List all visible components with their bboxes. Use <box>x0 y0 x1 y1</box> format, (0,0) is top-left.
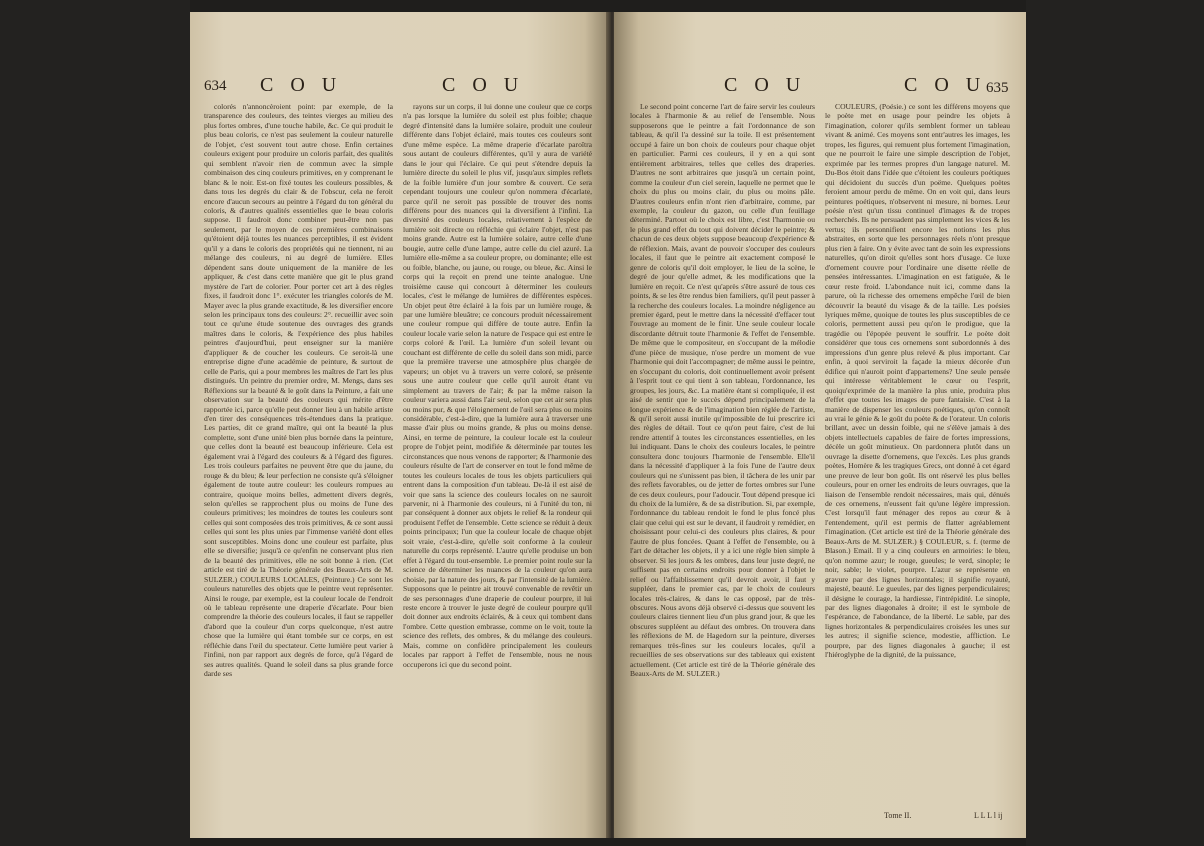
left-page-header <box>190 74 610 100</box>
right-column-1 <box>630 102 815 798</box>
signature-mark: L L L l ij <box>974 811 1003 820</box>
right-column-1-text: Le second point concerne l'art de faire servir les couleurs locales à l'harmonie & au relief de l'ensemble. Nous supposerons que le peintre a fait l'ordonnance de son tableau, & qu'il l'a dessiné sur la toile. Il est présentement occupé à faire un bon choix de couleurs pour chaque objet en particulier. Parmi ces couleurs, il y en a qui sont entièrement arbitraires, telles que celles des draperies. D'autres ne sont arbitraires que jusqu'à un certain point, comme la couleur d'un ciel serein, laquelle ne permet que le choix du plus ou moins clair, du plus ou moins pâle. D'autres couleurs enfin n'ont rien d'arbitraire, comme, par exemple, la couleur du gazon, ou celle d'un feuillage déterminé. Partout où le choix est libre, c'est l'harmonie ou le plus grand effet du tout qui doivent décider le peintre; & chacun de ces deux objets suppose beaucoup d'expérience & de réflexion. Mais, avant de pouvoir s'occuper des couleurs locales, il faut que le peintre ait exactement composé le genre de coloris qu'il doit employer, le lieu de la scène, le degré de jour qu'elle admet, & les modifications que la lumière en reçoit. Ce n'est qu'après s'être assuré de tous ces points, & se les être rendus bien familiers, qu'il peut passer à la recherche des couleurs locales. La moindre négligence au premier égard, peut le mettre dans la nécessité d'effacer tout l'ouvrage au moment de le finir. Une seule couleur locale discordante détruit toute l'harmonie & l'effet de l'ensemble. De même que le compositeur, en s'occupant de la mélodie d'une pièce de musique, n'ose perdre un moment de vue l'harmonie qui doit l'accompagner; de même aussi le peintre, en s'occupant du coloris, doit continuellement avoir présent à l'esprit tout ce qui tient à son tableau, l'ordonnance, les groupes, les jours, &c. La matière étant si compliquée, il est aisé de sentir que le succès dépend principalement de la longue expérience & de l'imagination bien réglée de l'artiste, & qu'il seroit aussi inutile qu'impossible de lui prescrire ici des règles de détail. Tout ce qu'on peut faire, c'est de lui rendre attentif à toutes les circonstances essentielles, en les lui indiquant. Dans le choix des couleurs locales, le peintre consultera donc toujours l'harmonie de l'ensemble. Elle'il dans la nécessité d'appliquer à la fois l'une de l'autre deux couleurs qui ne s'unissent pas bien, il tâchera de les unir par des reflets favorables, ou de jetter de fortes ombres sur l'une de ces deux couleurs, pour l'adoucir. Tout dépend presque ici du choix de la lumière, & de sa distribution. Si, par exemple, l'ordonnance du tableau rendoit le fond le plus foncé plus clair que celui qui est sur le devant, il faudroit y remédier, en choisissant pour celui-ci des couleurs plus claires, & pour l'autre de plus foncées. Quant à l'effet de l'ensemble, ou à l'art de détacher les objets, il y a ici une règle bien simple à observer. Si les jours & les ombres, dans leur juste degré, ne suffisent pas en certains endroits pour donner à l'objet le relief ou l'affaiblissement qu'il devroit avoir, il faut y suppléer, dans le premier cas, par le choix de couleurs locales très-claires, & dans le cas opposé, par de très-obscures. Nous avons déjà observé ci-dessus que souvent les couleurs claires tiennent lieu d'un plus grand jour, & que les obscures suppléent au défaut des ombres. On trouvera dans les réflexions de M. de Hagedorn sur la peinture, diverses remarques très-fines sur les couleurs locales, qu'il a recueillies de ses observations sur des tableaux qui existent actuellement. (Cet article est tiré de la Théorie générale des Beaux-Arts de M. SULZER.) <box>630 102 815 679</box>
background-right <box>1026 0 1204 846</box>
left-page-columns <box>204 102 592 798</box>
left-column-1-text: colorés n'annoncèroient point: par exemple, de la transparence des couleurs, des teintes vierges au milieu des plus fortes ombres, d'une touche habile, &c. Ce qui produit le plus beau coloris, ce n'est pas seulement la couleur naturelle de l'objet, c'est souvent tout autre chose. Enfin certaines couleurs exigent pour produire un coloris parfait, des qualités qui semblent n'avoir rien de commun avec la simple combinaison des cinq couleurs primitives, en y comprenant le blanc & le noir. Est-on fixé toutes les couleurs possibles, & dans tous les degrés du clair & de l'obscur, cela ne feroit encore d'aucun secours au peintre à l'égard du ton général du coloris, & d'autres qualités essentielles que le beau coloris suppose. Il faudroit donc combiner peut-être non pas seulement, par le moyen de ces premières combinaisons qu'étoient déjà toutes les nuances perceptibles, il est évident qu'il y a dans le coloris des propriétés qui ne tiennent, ni au mélange des couleurs, ni au degré de lumière. Elles dépendent sans doute uniquement de la manière de les appliquer, & c'est dans cette manière que git le plus grand mystère de l'art de colorier. Pour porter cet art à des règles fixes, il faudroit donc 1°. exécuter les triangles colorés de M. Mayer avec la plus grande exactitude, & les diversifier encore selon les principaux tons des couleurs: 2°. recueillir avec soin tout ce qu'une étude soutenue des ouvrages des grands maîtres dans le coloris, & l'expérience des plus habiles peintres d'aujourd'hui, peut enseigner sur la manière d'appliquer & de coucher les couleurs. Ce seroit-là une entreprise digne d'une académie de peinture, & surtout de celle de Paris, qui a pour membres les maîtres de l'art les plus distingués. Un peintre du premier ordre, M. Mengs, dans ses Réflexions sur la beauté & le goût dans la Peinture, a fait une observation sur la beauté des couleurs qui mérite d'être rapportée ici, parce qu'elle peut donner lieu à un habile artiste d'en tirer des conséquences très-étendues dans la pratique. Les parties, dit ce grand maître, qui ont la beauté la plus complette, sont d'une unité bien plus bornée dans la peinture, que celles dont la beauté est beaucoup inférieure. Cela est également vrai à l'égard des couleurs & à l'égard des figures. Les trois couleurs parfaites ne peuvent être que du jaune, du rouge & du bleu; & leur perfection ne consiste qu'à s'éloigner également de toute autre couleur: les couleurs rompues au contraire, quoique moins belles, admettent divers degrés, selon qu'elles se rapprochent plus ou moins de l'une des couleurs primitives; les moindres de toutes les couleurs sont celles qui sont composées des trois primitives, & ce sont aussi celles qui sont les plus unies par l'immense variété dont elles sont susceptibles. Moins donc une couleur est parfaite, plus elle se diversifie; jusqu'à ce qu'enfin ne conservant plus rien de la beauté des primitives, elle ne soit bonne à rien. (Cet article est tiré de la Théorie générale des Beaux-Arts de M. SULZER.) COULEURS LOCALES, (Peinture.) Ce sont les couleurs naturelles des objets que le peintre veut représenter. Ainsi le rouge, par exemple, est la couleur locale de l'endroit où le tableau représente une draperie d'écarlate. Pour bien comprendre la théorie des couleurs locales, il faut se rappeller d'abord que la couleur d'un corps quelconque, n'est autre chose que la lumière qui étant tombée sur ce corps, en est réfléchie dans l'œil du spectateur. Cette lumière peut varier à l'infini, non par rapport aux degrés de force, qu'à l'égard de ses autres qualités. Quand le soleil dans sa plus grande force darde ses <box>204 102 393 679</box>
left-column-2 <box>403 102 592 798</box>
volume-signature: Tome II. <box>884 811 912 820</box>
right-running-head-1: C O U <box>724 74 807 96</box>
left-running-head-2: C O U <box>442 74 525 96</box>
left-running-head-1: C O U <box>260 74 343 96</box>
right-running-head-2: C O U <box>904 74 987 96</box>
left-column-1 <box>204 102 393 798</box>
background-left <box>0 0 190 846</box>
left-page-number: 634 <box>204 78 227 94</box>
right-column-2-text: COULEURS, (Poésie.) ce sont les différens moyens que le poète met en usage pour peindre les objets à l'imagination, colorer qu'ils semblent former un tableau vivant & animé. Ces moyens sont entr'autres les images, les tropes, les figures, qui remuent plus fortement l'imagination, que ne pourroit le faire une simple description de l'objet, exprimée par les termes propres d'un langage naturel. M. Du-Bos étoit dans l'idée que c'étoient les couleurs poétiques qui décidoient du succès d'un poëme. Quelques poètes feroient amour perdu de même. On en voit qui, dans leurs peintures poétiques, n'observent ni mesure, ni bornes. Leur poésie n'est qu'un tissu continuel d'images & de tropes recherchés. Ils ne persuadent pas simplement les vices & les vertus; ils personnifient encore les notions les plus abstraites, en sorte que les personnages réels n'ont presque plus rien à faire. On y évite avec tant de soin les expressions naturelles, qu'on diroit qu'elles sont hors d'usage. Ce luxe d'ornement couvre pour l'ordinaire une disette réelle de pensées intéressantes. L'imagination en est fatiguée, & le cœur reste froid. L'abondance nuit ici, comme dans la parure, où la richesse des ornemens empêche l'œil de bien découvrir la beauté du visage & de la taille. Les poésies lyriques même, quoique de toutes les plus susceptibles de ce coloris, permettent aussi peu qu'on le prodigue, que la tragédie ou l'épopée peuvent le souffrir. Le poète doit considérer que tous ces ornemens sont subordonnés à des impressions d'un genre plus relevé & plus important. Car enfin, à quoi serviroit la façade la mieux décorée d'un édifice qui n'auroit point d'appartemens? Une seule pensée qui intéresse véritablement le cœur ou l'esprit, quoiqu'exprimée de la manière la plus unie, produira plus d'effet que toutes les images de pure fantaisie. C'est à la manière de dispenser les couleurs poétiques, qu'on connoît au vrai le génie & le goût du poète & de l'orateur. Un coloris brillant, avec un dessin foible, qui ne s'élève jamais à des objets intellectuels capables de faire de fortes impressions, décèle un goût minutieux. On pardonnera plutôt dans un ouvrage la disette d'ornemens, que l'excès. Les plus grands poètes, Homère & les tragiques Grecs, ont donné à cet égard une preuve de leur bon goût. Ils ont réservé les plus belles couleurs, pour en orner les endroits de leurs ouvrages, que la liaison de l'ensemble rendoit nécessaires, mais qui, dénués de ces ornemens, n'eussent fait qu'une légère impression. C'est lorsqu'il faut ménager des repos au cœur & à l'entendement, qu'il est permis de flatter agréablement l'imagination. (Cet article est tiré de la Théorie générale des Beaux-Arts de M. SULZER.) § COULEUR, s. f. (terme de Blason.) Email. Il y a cinq couleurs en armoiries: le bleu, qu'on nomme azur; le rouge, gueules; le verd, sinople; le noir, sable; le violet, pourpre. L'azur se représente en gravure par des lignes horizontales; il signifie royauté, majesté, beauté. Le gueules, par des lignes perpendiculaires; il désigne le courage, la hardiesse, l'intrépidité. Le sinople, par des lignes diagonales à droite; il est le symbole de l'espérance, de l'abondance, de la liberté. Le sable, par des lignes horizontales & perpendiculaires croisées les unes sur les autres; il signifie science, modestie, affliction. Le pourpre, par des lignes diagonales à gauche; il est l'hiéroglyphe de la dignité, de la puissance, <box>825 102 1010 660</box>
right-page-columns <box>630 102 1010 798</box>
left-page <box>190 12 610 838</box>
right-page <box>614 12 1026 838</box>
right-column-2 <box>825 102 1010 798</box>
left-column-2-text: rayons sur un corps, il lui donne une couleur que ce corps n'a pas lorsque la lumière du soleil est plus foible; chaque degré d'intensité dans la lumière solaire, produit une couleur différente dans l'objet éclairé, mais toutes ces couleurs sont d'une même espèce. La même draperie d'écarlate paroîtra sous autant de couleurs différentes, qu'il y aura de variété dans le jour qui l'éclaire. Ce qui peut s'étendre depuis la lumière directe du soleil le plus vif, jusqu'aux simples reflets de la foible lumière d'un jour sombre & couvert. Ce sera cependant toujours une couleur qu'on nommera d'écarlate, parce qu'il ne seroit pas possible de trouver des noms différens pour des nuances qui la diversifient à l'infini. La diversité des couleurs locales, relativement à l'espèce de lumière soit directe ou réfléchie qui éclaire l'objet, n'est pas moins grande. Autre est la lumière solaire, autre celle d'une bougie, autre celle d'une lampe, autre celle du ciel azuré. La lumière elle-même a sa couleur propre, ou dominante; elle est ou foible, blanche, ou jaune, ou rouge, ou bleue, &c. Ainsi le corps qui la reçoit en prend une teinte analogue. Une troisième cause qui concourt à déterminer les couleurs locales, c'est le mélange de lumières de différentes espèces. Un objet peut être éclairé à la fois par un lumière rouge, & par une lumière bleuâtre; ce concours produit nécessairement une couleur rompue qui diffère de toute autre. Enfin la couleur locale varie selon la nature de l'espace qui est entre le corps coloré & l'œil. La lumière d'un soleil levant ou couchant est différente de celle du soleil dans son midi, parce que la première traverse une atmosphère plus chargée de vapeurs; un objet vu à travers un verre coloré, se présente sous une autre couleur que celle qu'il auroit étant vu simplement au travers de l'air; & par la même raison la couleur variera aussi dans l'air seul, selon que cet air sera plus ou moins pur, & que l'éloignement de l'œil sera plus ou moins considérable, c'est-à-dire, que la lumière aura à traverser une masse d'air plus ou moins grande, & plus ou moins dense. Ainsi, en terme de peinture, la couleur locale est la couleur propre de l'objet peint, modifiée & déterminée par toutes les circonstances que nous venons de rapporter; & l'harmonie des couleurs résulte de l'art de conserver en tout le fond même de toutes les couleurs locales de tous les objets particuliers qui entrent dans la composition d'un tableau. De-là il est aisé de voir que sans la science des couleurs locales on ne sauroit parvenir, ni à l'harmonie des couleurs, ni à l'unité du ton, ni par conséquent à donner aux objets le relief & la rondeur qui produisent l'effet de l'ensemble. Cette science se réduit à deux points principaux; l'un que la couleur locale de chaque objet soit vraie, c'est-à-dire, qu'elle soit conforme à la couleur naturelle du corps représenté. L'autre qu'elle produise un bon effet à l'égard du tout-ensemble. Le premier point roule sur la science de déterminer les nuances de la couleur qu'on aura choisie, par la nature des jours, & par l'intensité de la lumière. Supposons que le peintre ait trouvé convenable de revêtir un de ses personnages d'une draperie de couleur pourpre, il lui reste encore à trouver le juste degré de couleur pourpre qu'il doit donner aux endroits éclairés, & à ceux qui tombent dans l'ombre. Cette question embrasse, comme on le voit, toute la science des reflets, des ombres, & du mélange des couleurs. Mais, comme on confidère principalement les couleurs locales par rapport à l'effet de l'ensemble, nous ne nous occuperons ici que du second point. <box>403 102 592 669</box>
right-page-header <box>614 74 1026 100</box>
right-page-number: 635 <box>986 80 1009 96</box>
